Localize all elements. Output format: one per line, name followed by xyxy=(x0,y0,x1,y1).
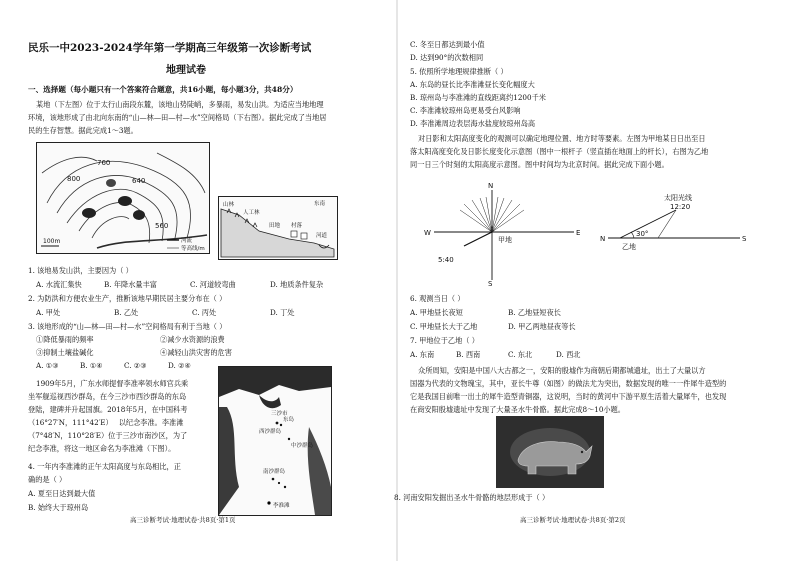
fig3-label-yi: 乙地 xyxy=(622,243,636,251)
fig3-label-n2: N xyxy=(600,235,606,243)
q5-opt-b: B. 琼州岛与李准滩的直线距离约1200千米 xyxy=(410,93,546,102)
q2-opt-c: C. 丙处 xyxy=(192,308,217,317)
passage2-line-6: 纪念李准，将这一地区命名为李准滩（下图）。 xyxy=(28,444,176,453)
q4-opt-a: A. 夏至日达到最大值 xyxy=(28,489,96,498)
q1-opt-b: B. 年降水量丰富 xyxy=(104,280,157,289)
q3-opt-d: D. ②④ xyxy=(168,361,191,370)
q8-stem: 8. 河南安阳发掘出圣水牛骨骼的地层形成于（ ） xyxy=(394,493,550,502)
q7-opt-a: A. 东南 xyxy=(410,350,435,359)
fig3-label-w: W xyxy=(424,229,431,237)
q1-opt-a: A. 水流汇集快 xyxy=(36,280,82,289)
passage2-line-2: 坐军舰巡视西沙群岛，在今三沙市西沙群岛的东岛 xyxy=(28,392,187,401)
q4-opt-b: B. 始终大于琼州岛 xyxy=(28,503,89,512)
contour-label-4: 560 xyxy=(155,222,169,230)
exam-title: 民乐一中2023-2024学年第一学期高三年级第一次诊断考试 xyxy=(28,42,312,54)
profile-figure xyxy=(218,196,338,260)
passage2-line-3: 登陆，建碑并升起国旗。2018年5月，在中国科考 xyxy=(28,405,188,414)
passage3-line-2: 落太阳高度变化及日影长度变化示意图（图中一根杆子（竖直插在地面上的杆长），右图为乙地 xyxy=(410,147,709,156)
q5-opt-d: D. 李准滩周边表层海水盐度较琼州岛高 xyxy=(410,119,536,128)
contour-map-figure xyxy=(36,142,210,254)
map2-label-nansha: 南沙群岛 xyxy=(263,469,286,475)
passage4-line-1: 众所周知，安阳是中国八大古都之一，安阳的殷墟作为商朝后期都城遗址，出土了大量以方 xyxy=(418,366,706,375)
passage2-line-1: 1909年5月，广东水师提督李准率领水师官兵乘 xyxy=(36,379,189,388)
q1-stem: 1. 该地易发山洪，主要因为（ ） xyxy=(28,266,133,275)
contour-label-3: 800 xyxy=(67,175,81,183)
passage2-line-5: （7°48′N，110°28′E）位于三沙市南沙区，为了 xyxy=(28,431,188,440)
q3-item-2: ②减少水资源的浪费 xyxy=(160,335,225,344)
rhino-bronze-photo xyxy=(496,416,604,488)
contour-map-svg xyxy=(37,143,209,253)
fig3-label-sunlight: 太阳光线 xyxy=(664,194,692,202)
passage3-line-3: 同一日三个时刻的太阳高度示意图。图中时间均为北京时间。据此完成下面小题。 xyxy=(410,160,669,169)
q5-opt-a: A. 东岛的昼长比李准滩昼长变化幅度大 xyxy=(410,80,535,89)
fig3-label-jia: 甲地 xyxy=(498,236,512,244)
profile-label-6: 东南 xyxy=(314,201,326,207)
q4-stem-2: 确的是（ ） xyxy=(28,475,67,484)
q6-opt-a: A. 甲地昼长夜短 xyxy=(410,308,463,317)
fig3-label-angle: 30° xyxy=(636,230,649,238)
passage4-line-3: 它是我国目前唯一出土的犀牛造型青铜器，这说明，当时的黄河中下游平原生活着大量犀牛，也发现 xyxy=(410,392,727,401)
q6-stem: 6. 观测当日（ ） xyxy=(410,294,465,303)
map2-label-lizhuntan: 李准滩 xyxy=(273,503,290,509)
q5-opt-c: C. 李准滩较琼州岛更易受台风影响 xyxy=(410,106,521,115)
passage2-coord-1: （16°27′N，111°42′E） xyxy=(28,418,113,427)
fig3-label-s: S xyxy=(488,280,493,288)
map2-label-xisha: 西沙群岛 xyxy=(259,429,282,435)
q6-opt-c: C. 甲地昼长大于乙地 xyxy=(410,322,478,331)
q1-opt-d: D. 地质条件复杂 xyxy=(270,280,324,289)
q2-opt-b: B. 乙处 xyxy=(114,308,139,317)
q7-opt-c: C. 东北 xyxy=(508,350,533,359)
profile-label-3: 田地 xyxy=(269,223,281,229)
legend-contour: 等高线/m xyxy=(181,246,205,252)
q3-item-1: ①降低暴雨的频率 xyxy=(36,335,94,344)
rhino-bronze-svg xyxy=(496,416,604,488)
profile-svg xyxy=(219,197,337,259)
passage2-extra: 以纪念李准。李准滩 xyxy=(118,418,184,427)
section-header: 一、选择题（每小题只有一个答案符合题意，共16小题，每小题3分，共48分） xyxy=(28,85,298,94)
south-china-sea-map xyxy=(218,366,332,516)
map2-label-sansha: 三沙市 xyxy=(271,411,288,417)
map1-scale: 100m xyxy=(43,238,61,245)
q7-opt-b: B. 西南 xyxy=(456,350,481,359)
q4-opt-c: C. 冬至日都达到最小值 xyxy=(410,40,485,49)
profile-label-1: 山林 xyxy=(223,202,235,208)
map2-label-zhongsha: 中沙群岛 xyxy=(291,443,314,449)
q6-opt-b: B. 乙地昼短夜长 xyxy=(508,308,561,317)
q4-opt-d: D. 达到90°的次数相同 xyxy=(410,53,484,62)
legend-river: 河流 xyxy=(181,238,193,244)
q6-opt-d: D. 甲乙两地昼夜等长 xyxy=(508,322,576,331)
page-fold xyxy=(396,0,398,561)
q7-opt-d: D. 西北 xyxy=(556,350,581,359)
exam-subject: 地理试卷 xyxy=(166,65,206,76)
passage1-line-1: 某地（下左图）位于太行山南段东麓，该地山势陡峭，多暴雨，易发山洪。为适应当地地理 xyxy=(36,100,324,109)
passage1-line-2: 环境，该地形成了由北向东南的“山—林—田—村—水”空间格局（下右图）。据此完成了当地居 xyxy=(28,113,327,122)
passage3-line-1: 对日影和太阳高度变化的观测可以确定地理位置、地方时等要素。左图为甲地某日日出至日 xyxy=(418,134,706,143)
q1-opt-c: C. 河道较弯曲 xyxy=(190,280,236,289)
passage4-line-4: 在商安阳殷墟遗址中发现了大量圣水牛骨骼。据此完成8～10小题。 xyxy=(410,405,625,414)
passage1-line-3: 民的生存智慧。据此完成1～3题。 xyxy=(28,126,138,135)
scs-map-svg xyxy=(219,367,331,515)
profile-label-4: 村落 xyxy=(291,223,303,229)
footer-left: 高三诊断考试·地理试卷·共8页·第1页 xyxy=(130,516,236,524)
profile-label-2: 人工林 xyxy=(243,210,260,216)
contour-label-1: 760 xyxy=(97,159,111,167)
footer-right: 高三诊断考试·地理试卷·共8页·第2页 xyxy=(520,516,626,524)
passage2-line-4 xyxy=(28,418,183,427)
q3-item-4: ④减轻山洪灾害的危害 xyxy=(160,348,232,357)
fig3-label-suntime: 12:20 xyxy=(670,203,691,211)
fig3-label-time: 5:40 xyxy=(438,256,454,264)
map2-label-dongdao: 东岛 xyxy=(283,417,295,423)
fig3-label-s2: S xyxy=(742,235,747,243)
passage4-line-2: 国器为代表的文物瑰宝，其中，亚长牛尊（如图）的做法尤为突出，数据发现的唯一一件犀牛造型的 xyxy=(410,379,727,388)
fig3-label-e: E xyxy=(576,229,581,237)
q2-opt-d: D. 丁处 xyxy=(270,308,295,317)
profile-label-5: 河道 xyxy=(316,233,328,239)
q2-stem: 2. 为防洪和方便农业生产，推断该地早期民居主要分布在（ ） xyxy=(28,294,227,303)
q3-opt-a: A. ①③ xyxy=(36,361,59,370)
q3-opt-c: C. ②③ xyxy=(124,361,147,370)
q3-stem: 3. 该地形成的“山—林—田—村—水”空间格局有利于当地（ ） xyxy=(28,322,227,331)
q3-opt-b: B. ①④ xyxy=(80,361,103,370)
yi-sun-angle-diagram xyxy=(600,190,750,260)
q5-stem: 5. 依照所学地理规律推断（ ） xyxy=(410,67,508,76)
q2-opt-a: A. 甲处 xyxy=(36,308,61,317)
q3-item-3: ③抑制土壤盐碱化 xyxy=(36,348,94,357)
q7-stem: 7. 甲地位于乙地（ ） xyxy=(410,336,479,345)
q4-stem: 4. 一年内李准滩的正午太阳高度与东岛相比，正 xyxy=(28,462,181,471)
contour-label-2: 640 xyxy=(132,177,146,185)
fig3-label-n: N xyxy=(488,182,494,190)
jia-shadow-diagram xyxy=(424,180,581,290)
